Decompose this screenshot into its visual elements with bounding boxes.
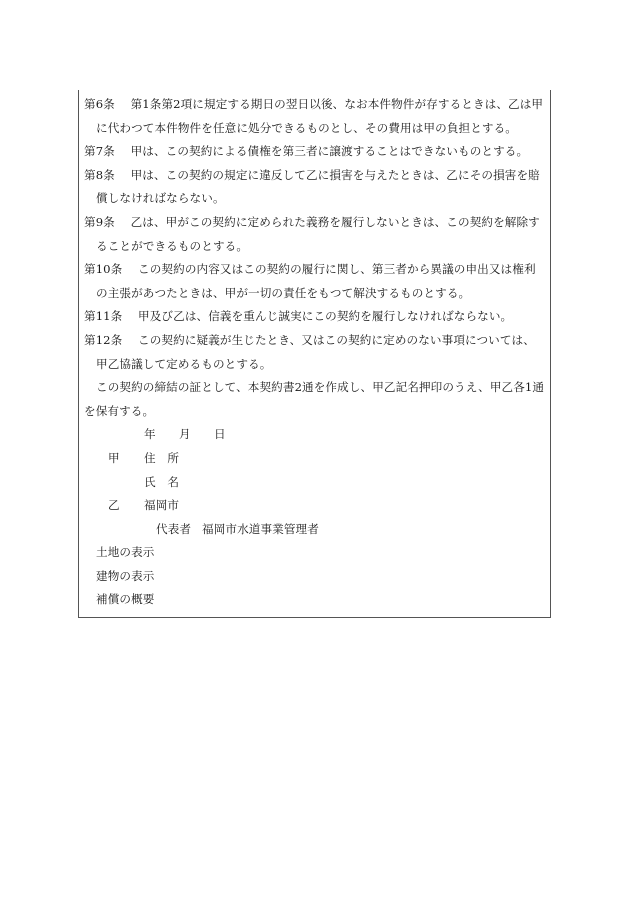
article-11 <box>84 305 546 329</box>
article-number: 第11条 <box>84 309 123 324</box>
annex-compensation-line <box>84 588 546 612</box>
party-b-label: 乙 <box>108 498 120 513</box>
article-number: 第10条 <box>84 262 123 277</box>
annex-land-line <box>84 541 546 565</box>
annex-land: 土地の表示 <box>96 545 155 560</box>
annex-building-line <box>84 565 546 589</box>
party-b-rep-label: 代表者 <box>156 521 192 536</box>
article-8 <box>84 164 546 211</box>
date-day: 日 <box>214 427 226 442</box>
article-7 <box>84 140 546 164</box>
article-text: この契約に疑義が生じたとき、又はこの契約に定めのない事項については、甲乙協議して定めるものとする。 <box>96 332 535 371</box>
article-10 <box>84 258 546 305</box>
party-a-name-label: 氏 名 <box>144 474 180 489</box>
article-6 <box>84 93 546 140</box>
article-text: 甲は、この契約の規定に違反して乙に損害を与えたときは、乙にその損害を賠償しなければならない。 <box>96 167 540 206</box>
annex-compensation: 補償の概要 <box>96 592 155 607</box>
article-text: 第1条第2項に規定する期日の翌日以後、なお本件物件が存するときは、乙は甲に代わつて本件物件を任意に処分できるものとし、その費用は甲の負担とする。 <box>96 97 544 135</box>
article-text: 乙は、甲がこの契約に定められた義務を履行しないときは、この契約を解除することができるものとする。 <box>96 214 540 253</box>
article-number: 第9条 <box>84 214 115 229</box>
party-a-name-line <box>84 471 546 495</box>
closing-statement: この契約の締結の証として、本契約書2通を作成し、甲乙記名押印のうえ、甲乙各1通を保有する。 <box>84 380 545 418</box>
party-a-address-line <box>84 447 546 471</box>
article-number: 第6条 <box>84 97 115 111</box>
article-number: 第12条 <box>84 332 123 347</box>
party-b-representative-line <box>84 518 546 542</box>
party-a-label: 甲 <box>108 450 120 465</box>
date-month: 月 <box>179 427 191 442</box>
date-line <box>84 423 546 447</box>
contract-body <box>84 93 546 612</box>
article-text: 甲は、この契約による債権を第三者に譲渡することはできないものとする。 <box>130 144 529 159</box>
date-year: 年 <box>144 427 156 442</box>
article-text: この契約の内容又はこの契約の履行に関し、第三者から異議の申出又は権利の主張があつたときは、甲が一切の責任をもつて解決するものとする。 <box>96 262 536 300</box>
party-b-city: 福岡市 <box>144 498 180 513</box>
party-b-line <box>84 494 546 518</box>
party-b-rep-name: 福岡市水道事業管理者 <box>202 521 319 536</box>
party-a-address-label: 住 所 <box>144 450 180 465</box>
article-number: 第8条 <box>84 167 115 182</box>
article-12 <box>84 329 546 376</box>
article-9 <box>84 211 546 258</box>
article-text: 甲及び乙は、信義を重んじ誠実にこの契約を履行しなければならない。 <box>138 309 513 324</box>
article-number: 第7条 <box>84 144 115 159</box>
annex-building: 建物の表示 <box>96 568 155 583</box>
